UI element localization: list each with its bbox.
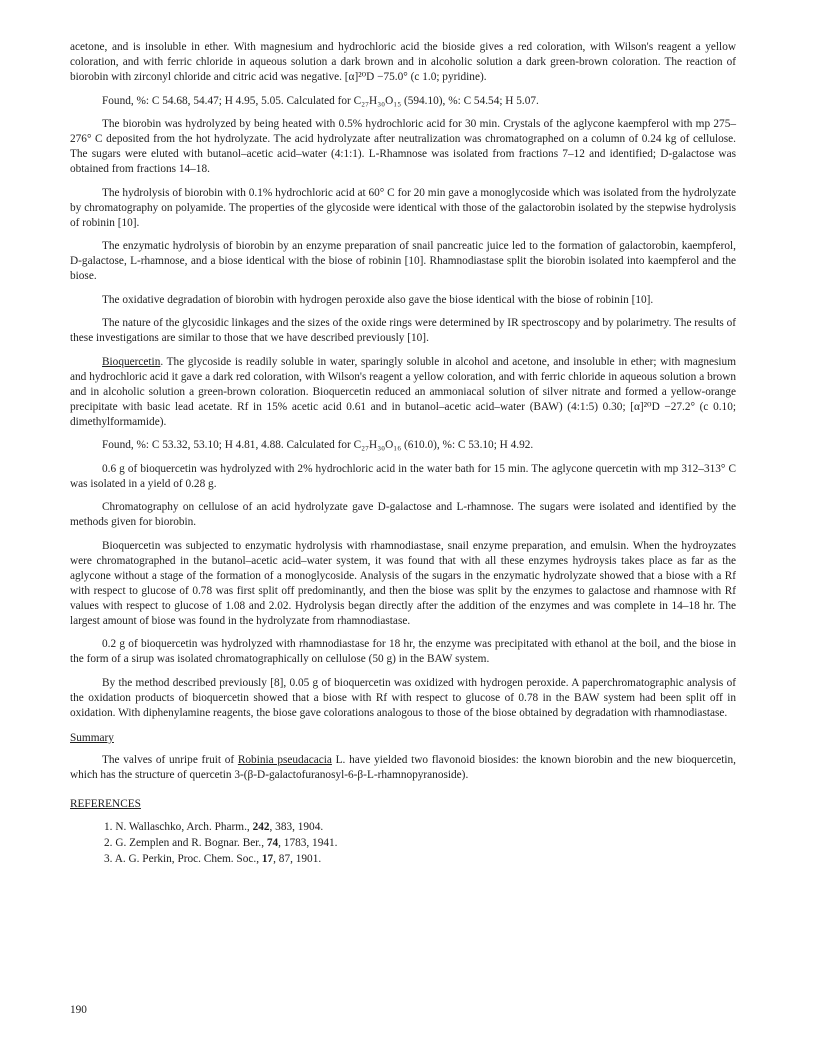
reference-item xyxy=(104,836,736,851)
references-heading: REFERENCES xyxy=(70,798,141,810)
reference-item xyxy=(104,852,736,867)
reference-text: N. Wallaschko, Arch. Pharm., xyxy=(115,821,253,833)
page-body xyxy=(70,40,736,868)
reference-text: G. Zemplen and R. Bognar. Ber., xyxy=(115,837,267,849)
paragraph-biorobin-properties: acetone, and is insoluble in ether. With magnesium and hydrochloric acid the bioside gives a red coloration, with Wilson's reagent a yellow coloration, and with ferric chloride in aqueous solution a dark brown and in alcoholic solution a dark green-brown coloration. The reaction of biorobin with zirconyl chloride and citric acid was negative. [α]²⁰D −75.0° (c 1.0; pyridine). xyxy=(70,41,736,83)
reference-number: 2. xyxy=(104,837,113,849)
reference-item xyxy=(104,820,736,835)
paragraph-biorobin-ir: The nature of the glycosidic linkages and the sizes of the oxide rings were determined by IR spectroscopy and by polarimetry. The results of these investigations are similar to those that we have described previously [10]. xyxy=(70,317,737,344)
reference-list xyxy=(70,820,736,867)
reference-volume: 74 xyxy=(266,837,279,849)
paragraph-bioquercetin-analysis: Found, %: C 53.32, 53.10; H 4.81, 4.88. Calculated for C₂₇H₃₀O₁₆ (610.0), %: C 53.10; H 4.92. xyxy=(102,439,534,451)
paragraph-bioquercetin-chromatography: Chromatography on cellulose of an acid hydrolyzate gave D-galactose and L-rhamnose. The sugars were isolated and identified by the methods given for biorobin. xyxy=(70,501,736,528)
reference-text: A. G. Perkin, Proc. Chem. Soc., xyxy=(114,853,262,865)
reference-text-end: , 383, 1904. xyxy=(269,821,324,833)
summary-text-before: The valves of unripe fruit of xyxy=(102,754,238,766)
paragraph-bioquercetin-rhamnodiastase: 0.2 g of bioquercetin was hydrolyzed with rhamnodiastase for 18 hr, the enzyme was precipitated with ethanol at the boil, and the biose in the form of a sirup was isolated chromatographically on cellulose (50 g) in the BAW system. xyxy=(70,638,736,665)
paragraph-biorobin-analysis: Found, %: C 54.68, 54.47; H 4.95, 5.05. Calculated for C₂₇H₃₀O₁₅ (594.10), %: C 54.54; H 5.07. xyxy=(102,94,539,107)
paragraph-biorobin-oxidation: The oxidative degradation of biorobin with hydrogen peroxide also gave the biose identical with the biose of robinin [10]. xyxy=(102,293,654,306)
paragraph-bioquercetin-enzymatic: Bioquercetin was subjected to enzymatic hydrolysis with rhamnodiastase, snail enzyme preparation, and emulsin. When the hydroyzates were chromatographed in the butanol–acetic acid–water system, it was found that with all these enzymes hydroysis takes place as far as the aglycone without a stage of the formation of a monoglycoside. Analysis of the sugars in the enzymatic hydrolyzate showed that a biose with a Rf with respect to glucose of 0.78 was first split off predominantly, and then the biose was split by the enzymes to galactose and rhamnose with Rf values with respect to glucose of 1.08 and 2.02. Hydrolysis began directly after the addition of the enzymes and was complete in 14–18 hr. The largest amount of biose was found in the hydrolyzate from rhamnodiastase. xyxy=(70,539,736,627)
paragraph-bioquercetin-properties xyxy=(70,355,736,430)
page-number: 190 xyxy=(70,1004,87,1016)
bioquercetin-heading: Bioquercetin xyxy=(102,355,161,368)
paragraph-bioquercetin-acid-hydrolysis: 0.6 g of bioquercetin was hydrolyzed with 2% hydrochloric acid in the water bath for 15 min. The aglycone quercetin with mp 312–313° C was isolated in a yield of 0.28 g. xyxy=(70,462,736,490)
reference-volume: 242 xyxy=(252,821,270,833)
paragraph-biorobin-acid-hydrolysis: The biorobin was hydrolyzed by being heated with 0.5% hydrochloric acid for 30 min. Crystals of the aglycone kaempferol with mp 275–276° C deposited from the hot hydrolyzate. The acid hydrolyzate after neutralization was chromatographed on a column of 0.24 kg of cellulose. The sugars were eluted with butanol–acetic acid–water (4:1:1). L-Rhamnose was isolated from fractions 7–12 and identified; D-galactose was obtained from fractions 14–18. xyxy=(70,118,736,175)
species-name: Robinia pseudacacia xyxy=(237,754,332,766)
paragraph-bioquercetin-oxidation: By the method described previously [8], 0.05 g of bioquercetin was oxidized with hydrogen peroxide. A paperchromatographic analysis of the oxidation products of bioquercetin showed that a biose with Rf with respect to glucose of 0.78 in the BAW system had been split off in oxidation. With diphenylamine reagents, the biose gave colorations analogous to those of the biose obtained by degradation with rhamnodiastase. xyxy=(70,676,736,719)
bioquercetin-text: . The glycoside is readily soluble in water, sparingly soluble in alcohol and acetone, and insoluble in ether; with magnesium and hydrochloric acid it gave a dark red coloration, with Wilson's reagent a yellow coloration, and with ferric chloride in aqueous solution a brown and in alcoholic solution a green-brown coloration. Bioquercetin reduced an ammoniacal solution of silver nitrate and formed a yellow-orange precipitate with basic lead acetate. Rf in 15% acetic acid 0.61 and in butanol–acetic acid–water (BAW) (4:1:5) 0.30; [α]²⁰D −27.2° (c 0.10; dimethylformamide). xyxy=(70,355,736,428)
reference-text-end: , 1783, 1941. xyxy=(278,837,338,849)
summary-heading: Summary xyxy=(70,732,114,744)
reference-number: 1. xyxy=(104,821,113,833)
reference-number: 3. xyxy=(104,853,113,865)
summary-text-after: L. have yielded two flavonoid biosides: the known biorobin and the new bioquercetin, which has the structure of quercetin 3-(β-D-galactofuranosyl-6-β-L-rhamnopyranoside). xyxy=(70,754,736,781)
paragraph-biorobin-enzymatic: The enzymatic hydrolysis of biorobin by an enzyme preparation of snail pancreatic juice led to the formation of galactorobin, kaempferol, D-galactose, L-rhamnose, and a biose identical with the biose of robinin [10]. Rhamnodiastase split the biorobin isolated into kaempferol and the biose. xyxy=(70,240,736,282)
summary-text xyxy=(70,753,736,783)
reference-volume: 17 xyxy=(261,853,274,865)
paragraph-biorobin-mild-hydrolysis: The hydrolysis of biorobin with 0.1% hydrochloric acid at 60° C for 20 min gave a monoglycoside which was isolated from the hydrolyzate by chromatography on polyamide. The properties of the glycoside were identical with those of the galactorobin isolated by the stepwise hydrolysis of robinin [10]. xyxy=(70,186,736,229)
reference-text-end: , 87, 1901. xyxy=(273,853,322,865)
